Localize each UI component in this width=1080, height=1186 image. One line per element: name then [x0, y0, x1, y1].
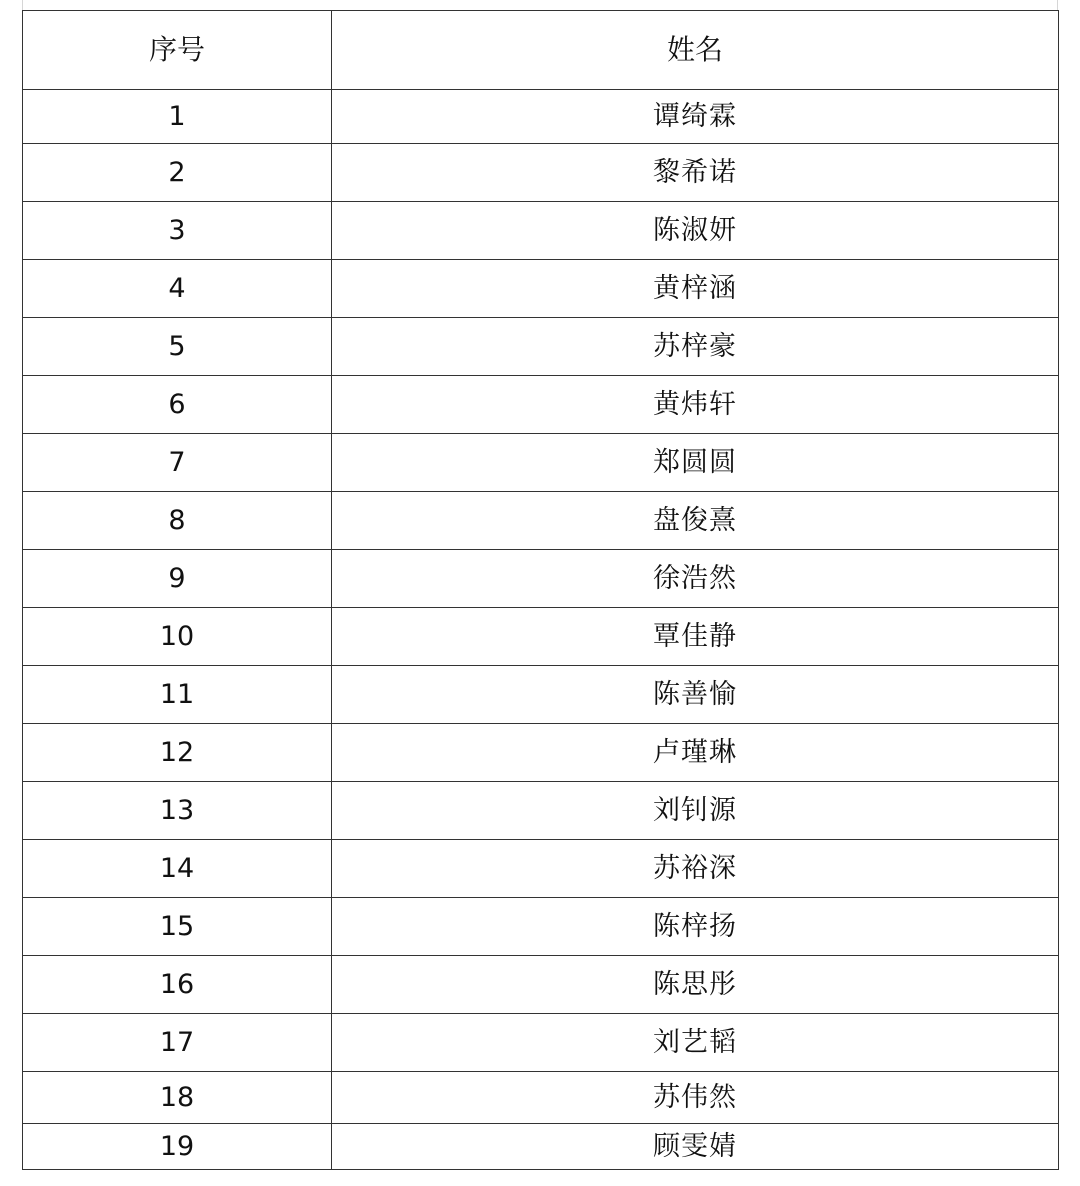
row-serial-number: 2: [23, 144, 332, 202]
row-serial-number: 1: [23, 90, 332, 144]
table-row: [23, 956, 1059, 1014]
table-row: [23, 1124, 1059, 1170]
table-row: [23, 434, 1059, 492]
header-name: 姓名: [332, 11, 1059, 90]
table-row: [23, 724, 1059, 782]
row-student-name: 黄梓涵: [332, 260, 1059, 318]
table-row: [23, 840, 1059, 898]
table-body: [23, 90, 1059, 1170]
table-row: [23, 318, 1059, 376]
row-student-name: 苏梓豪: [332, 318, 1059, 376]
table-row: [23, 782, 1059, 840]
name-roster-table: [22, 10, 1059, 1170]
row-student-name: 黎希诺: [332, 144, 1059, 202]
row-student-name: 苏伟然: [332, 1072, 1059, 1124]
row-serial-number: 13: [23, 782, 332, 840]
table-row: [23, 550, 1059, 608]
table-row: [23, 202, 1059, 260]
row-student-name: 刘钊源: [332, 782, 1059, 840]
row-student-name: 陈善愉: [332, 666, 1059, 724]
table-row: [23, 376, 1059, 434]
row-serial-number: 4: [23, 260, 332, 318]
previous-page-edge: [22, 0, 1058, 10]
row-serial-number: 12: [23, 724, 332, 782]
row-serial-number: 8: [23, 492, 332, 550]
table-row: [23, 90, 1059, 144]
row-serial-number: 6: [23, 376, 332, 434]
row-serial-number: 9: [23, 550, 332, 608]
header-serial-number: 序号: [23, 11, 332, 90]
row-student-name: 陈思彤: [332, 956, 1059, 1014]
table-row: [23, 492, 1059, 550]
row-serial-number: 19: [23, 1124, 332, 1170]
row-student-name: 黄炜轩: [332, 376, 1059, 434]
row-student-name: 陈淑妍: [332, 202, 1059, 260]
row-student-name: 盘俊熹: [332, 492, 1059, 550]
row-student-name: 卢瑾琳: [332, 724, 1059, 782]
row-serial-number: 5: [23, 318, 332, 376]
row-student-name: 苏裕深: [332, 840, 1059, 898]
table-header-row: [23, 11, 1059, 90]
row-student-name: 刘艺韬: [332, 1014, 1059, 1072]
row-student-name: 顾雯婧: [332, 1124, 1059, 1170]
row-student-name: 郑圆圆: [332, 434, 1059, 492]
row-student-name: 徐浩然: [332, 550, 1059, 608]
row-serial-number: 10: [23, 608, 332, 666]
row-serial-number: 18: [23, 1072, 332, 1124]
row-serial-number: 11: [23, 666, 332, 724]
table-row: [23, 1072, 1059, 1124]
table-row: [23, 666, 1059, 724]
table-row: [23, 898, 1059, 956]
table-row: [23, 608, 1059, 666]
table-row: [23, 1014, 1059, 1072]
row-student-name: 陈梓扬: [332, 898, 1059, 956]
row-student-name: 覃佳静: [332, 608, 1059, 666]
row-serial-number: 17: [23, 1014, 332, 1072]
table-row: [23, 260, 1059, 318]
row-serial-number: 15: [23, 898, 332, 956]
row-serial-number: 16: [23, 956, 332, 1014]
table-row: [23, 144, 1059, 202]
row-student-name: 谭绮霖: [332, 90, 1059, 144]
row-serial-number: 7: [23, 434, 332, 492]
row-serial-number: 14: [23, 840, 332, 898]
row-serial-number: 3: [23, 202, 332, 260]
